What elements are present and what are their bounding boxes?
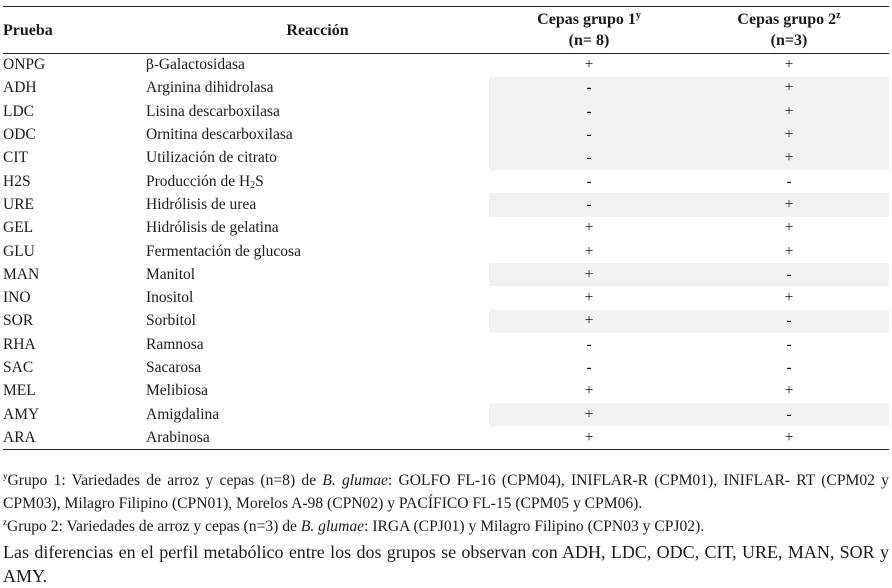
test-code: RHA xyxy=(3,335,36,353)
reaction-text: Arabinosa xyxy=(146,428,210,446)
header-grupo-2-n: (n=3) xyxy=(770,32,808,49)
test-code: ARA xyxy=(3,426,146,449)
reaction-subscript: 2 xyxy=(250,179,256,191)
test-code: MAN xyxy=(3,265,40,283)
reaction-text: Galactosidasa xyxy=(158,56,245,74)
result-grupo-1: + xyxy=(584,382,594,400)
reaction-text: Utilización de citrato xyxy=(146,149,277,167)
header-grupo-2-mark: z xyxy=(836,10,841,21)
table-row xyxy=(3,240,889,263)
table-row xyxy=(3,333,889,356)
beta-prefix: β- xyxy=(146,57,159,74)
reaction-text: Manitol xyxy=(146,265,196,283)
result-grupo-2: - xyxy=(689,263,889,286)
header-grupo-2 xyxy=(689,7,889,54)
result-grupo-2: + xyxy=(689,100,889,123)
metabolic-difference-note: Las diferencias en el perfil metabólico entre los dos grupos se observan con ADH, LDC, ODC, CIT, URE, MAN, SOR y AMY. xyxy=(3,542,889,586)
table-row xyxy=(3,54,889,77)
result-grupo-1: + xyxy=(584,219,594,237)
table-row xyxy=(3,263,889,286)
reaction-name xyxy=(146,170,489,193)
reaction-text: Ramnosa xyxy=(146,335,204,353)
table-row xyxy=(3,426,889,449)
reaction-name xyxy=(146,286,489,309)
result-grupo-1: - xyxy=(586,359,592,376)
header-prueba: Prueba xyxy=(3,7,146,54)
result-grupo-1: - xyxy=(489,77,689,100)
reaction-name xyxy=(146,426,489,449)
footnote-species: B. glumae xyxy=(322,472,388,489)
footnote-mark: z xyxy=(3,517,7,527)
table-header-row xyxy=(3,7,889,54)
header-grupo-1-label: Cepas grupo 1 xyxy=(537,11,636,28)
table-row xyxy=(3,310,889,333)
result-grupo-2: + xyxy=(784,289,794,307)
footnote-grupo-1 xyxy=(3,469,889,515)
header-grupo-2-label: Cepas grupo 2 xyxy=(737,11,837,28)
result-grupo-2: - xyxy=(689,310,889,333)
result-grupo-2: - xyxy=(689,403,889,426)
footnote-species: B. glumae xyxy=(300,518,365,535)
reaction-name xyxy=(146,147,489,170)
result-grupo-1: - xyxy=(489,100,689,123)
test-code: SOR xyxy=(3,312,34,330)
result-grupo-2: - xyxy=(786,172,792,190)
reaction-name xyxy=(146,100,489,123)
test-code: URE xyxy=(3,195,34,213)
footnote-grupo-2 xyxy=(3,515,889,538)
result-grupo-1: - xyxy=(489,193,689,216)
footnote-rest: : GOLFO FL-16 (CPM04), INIFLAR-R (CPM01), INIFLAR- RT (CPM02 y CPM03), Milagro Filipino (CPN01), Morelos A-98 (CPN02) y PACÍFICO FL-15 (CPM05 y CPM06). xyxy=(3,472,889,512)
result-grupo-1: + xyxy=(584,242,594,260)
test-code: ADH xyxy=(3,79,37,97)
result-grupo-2: + xyxy=(689,123,889,146)
test-code: SAC xyxy=(3,359,34,376)
table-row xyxy=(3,286,889,309)
test-code: AMY xyxy=(3,405,40,423)
reaction-name xyxy=(146,263,489,286)
result-grupo-2: + xyxy=(689,77,889,100)
reaction-name xyxy=(146,193,489,216)
reaction-text: Fermentación de glucosa xyxy=(146,242,301,260)
footnote-lead: Grupo 2: Variedades de arroz y cepas (n=3) de xyxy=(7,518,301,535)
result-grupo-2: + xyxy=(689,193,889,216)
result-grupo-2: + xyxy=(784,219,794,237)
header-reaccion: Reacción xyxy=(146,7,489,54)
reaction-name xyxy=(146,54,489,77)
table-row xyxy=(3,380,889,403)
reaction-text: Hidrólisis de gelatina xyxy=(146,219,279,237)
table-row xyxy=(3,147,889,170)
result-grupo-1: + xyxy=(489,403,689,426)
reaction-text: Sacarosa xyxy=(146,359,202,376)
reaction-name xyxy=(146,217,489,240)
test-code: H2S xyxy=(3,172,31,190)
table-row xyxy=(3,77,889,100)
reaction-text: Inositol xyxy=(146,289,194,307)
header-grupo-1-n: (n= 8) xyxy=(568,32,610,49)
test-code: INO xyxy=(3,289,31,307)
header-grupo-1 xyxy=(489,7,689,54)
test-code: GEL xyxy=(3,219,34,237)
test-code: MEL xyxy=(3,382,36,400)
result-grupo-2: + xyxy=(689,147,889,170)
table-row xyxy=(3,403,889,426)
result-grupo-2: - xyxy=(786,359,792,376)
result-grupo-1: - xyxy=(489,147,689,170)
result-grupo-2: + xyxy=(784,382,794,400)
reaction-text: Hidrólisis de urea xyxy=(146,195,257,213)
reaction-text: Ornitina descarboxilasa xyxy=(146,126,293,144)
reaction-name xyxy=(146,403,489,426)
result-grupo-1: + xyxy=(584,56,594,74)
footnote-rest: : IRGA (CPJ01) y Milagro Filipino (CPN03 y CPJ02). xyxy=(364,518,705,535)
result-grupo-1: + xyxy=(489,263,689,286)
table-row xyxy=(3,170,889,193)
result-grupo-2: + xyxy=(784,56,794,74)
reaction-text: Lisina descarboxilasa xyxy=(146,102,280,120)
reaction-text: Sorbitol xyxy=(146,312,196,330)
test-code: CIT xyxy=(3,149,28,167)
table-body xyxy=(3,54,889,450)
reaction-name xyxy=(146,310,489,333)
reaction-name xyxy=(146,240,489,263)
result-grupo-2: + xyxy=(784,242,794,260)
test-code: LDC xyxy=(3,102,34,120)
table-row xyxy=(3,217,889,240)
result-grupo-2: - xyxy=(786,335,792,353)
table-row xyxy=(3,100,889,123)
result-grupo-1: - xyxy=(489,123,689,146)
result-grupo-1: - xyxy=(586,335,592,353)
reaction-name xyxy=(146,123,489,146)
test-code: ONPG xyxy=(3,56,46,74)
footnote-mark: y xyxy=(3,471,8,481)
biochemical-test-table xyxy=(3,6,889,450)
reaction-text: Amigdalina xyxy=(146,405,220,423)
reaction-name xyxy=(146,380,489,403)
result-grupo-1: - xyxy=(586,172,592,190)
test-code: ODC xyxy=(3,126,36,144)
result-grupo-2: + xyxy=(689,426,889,449)
reaction-name xyxy=(146,356,489,379)
footnote-lead: Grupo 1: Variedades de arroz y cepas (n=8) de xyxy=(7,472,323,489)
reaction-text: Melibiosa xyxy=(146,382,208,400)
reaction-name xyxy=(146,77,489,100)
table-row xyxy=(3,193,889,216)
result-grupo-1: + xyxy=(489,310,689,333)
result-grupo-1: + xyxy=(584,289,594,307)
table-row xyxy=(3,123,889,146)
result-grupo-1: + xyxy=(489,426,689,449)
reaction-tail: S xyxy=(255,172,264,190)
reaction-text: Arginina dihidrolasa xyxy=(146,79,274,97)
reaction-name xyxy=(146,333,489,356)
reaction-text: Producción de H xyxy=(146,172,251,190)
table-row xyxy=(3,356,889,379)
header-grupo-1-mark: y xyxy=(635,10,641,21)
test-code: GLU xyxy=(3,242,35,260)
